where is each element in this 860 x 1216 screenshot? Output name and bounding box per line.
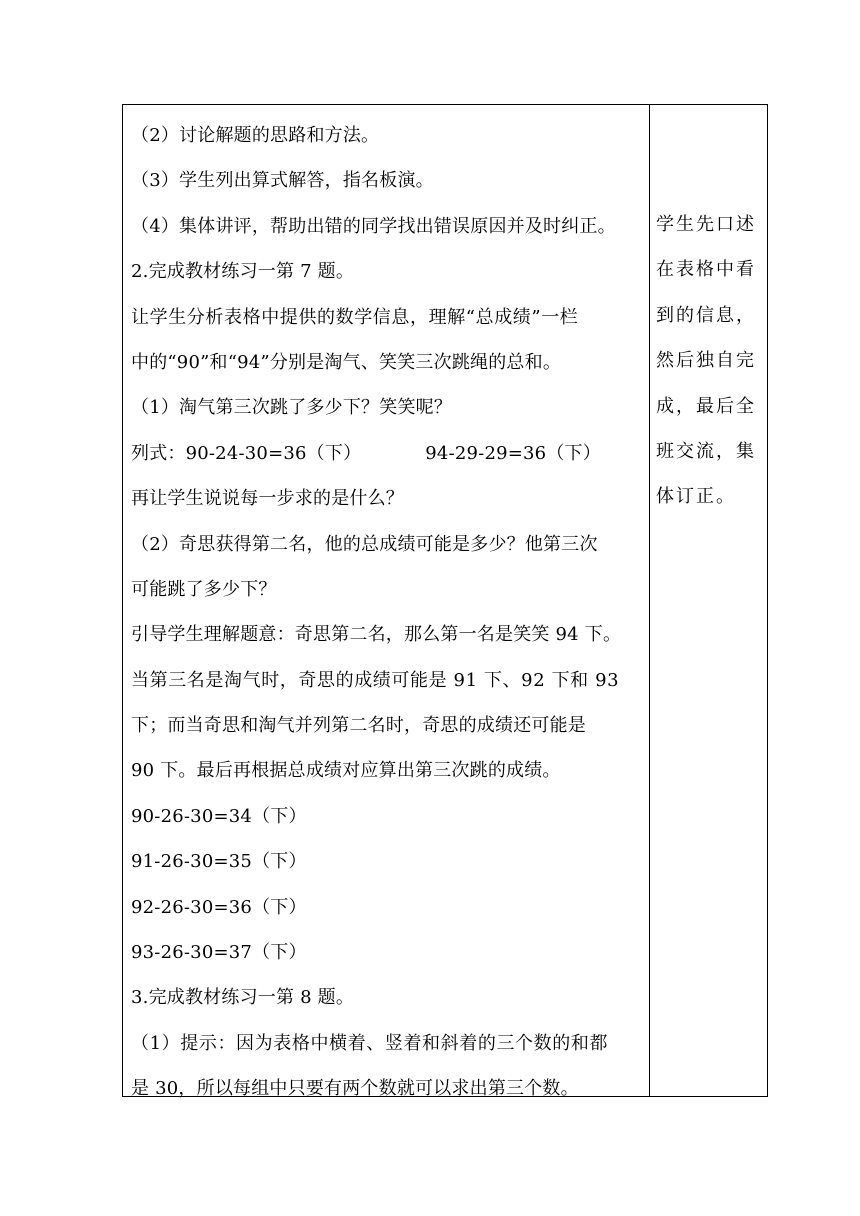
- side-text-line: 在表格中看: [656, 259, 756, 281]
- text-line: 下；而当奇思和淘气并列第二名时，奇思的成绩还可能是: [131, 715, 586, 737]
- side-text-line: 学生先口述: [656, 214, 756, 235]
- lesson-table: [122, 104, 768, 1100]
- text-line: 91-26-30=35（下）: [131, 851, 307, 873]
- text-line: 92-26-30=36（下）: [131, 896, 307, 918]
- column-divider: [649, 105, 650, 1096]
- text-line: 再让学生说说每一步求的是什么？: [131, 488, 404, 510]
- side-text-line: 然后独自完: [656, 350, 756, 372]
- text-line: （4）集体讲评，帮助出错的同学找出错误原因并及时纠正。: [131, 215, 616, 237]
- formula-part-1: 列式：90-24-30=36（下）: [131, 442, 362, 464]
- text-line: 90-26-30=34（下）: [131, 805, 307, 827]
- design-intent-column: [656, 202, 766, 520]
- formula-line: [131, 431, 645, 476]
- text-line: （1）淘气第三次跳了多少下？笑笑呢？: [131, 397, 453, 419]
- text-line: （2）奇思获得第二名，他的总成绩可能是多少？他第三次: [131, 533, 598, 555]
- formula-part-2: 94-29-29=36（下）: [425, 442, 601, 464]
- side-text-line: 体订正。: [656, 486, 736, 508]
- text-line: 是 30，所以每组中只要有两个数就可以求出第三个数。: [131, 1078, 579, 1100]
- text-line: 3.完成教材练习一第 8 题。: [131, 987, 355, 1009]
- text-line: （3）学生列出算式解答，指名板演。: [131, 170, 434, 192]
- side-text-line: 班交流，集: [656, 440, 756, 462]
- text-line: 让学生分析表格中提供的数学信息，理解“总成绩”一栏: [131, 306, 579, 328]
- text-line: 中的“90”和“94”分别是淘气、笑笑三次跳绳的总和。: [131, 351, 562, 373]
- text-line: 引导学生理解题意：奇思第二名，那么第一名是笑笑 94 下。: [131, 624, 622, 646]
- text-line: 2.完成教材练习一第 7 题。: [131, 261, 355, 283]
- text-line: 当第三名是淘气时，奇思的成绩可能是 91 下、92 下和 93: [131, 669, 620, 691]
- teaching-process-column: [131, 113, 645, 1112]
- side-text-line: 成，最后全: [656, 395, 756, 417]
- text-line: 可能跳了多少下？: [131, 578, 277, 600]
- text-line: 90 下。最后再根据总成绩对应算出第三次跳的成绩。: [131, 760, 561, 782]
- text-line: （2）讨论解题的思路和方法。: [131, 125, 380, 146]
- text-line: （1）提示：因为表格中横着、竖着和斜着的三个数的和都: [131, 1032, 609, 1054]
- side-text-line: 到的信息，: [656, 304, 756, 326]
- text-line: 93-26-30=37（下）: [131, 942, 307, 964]
